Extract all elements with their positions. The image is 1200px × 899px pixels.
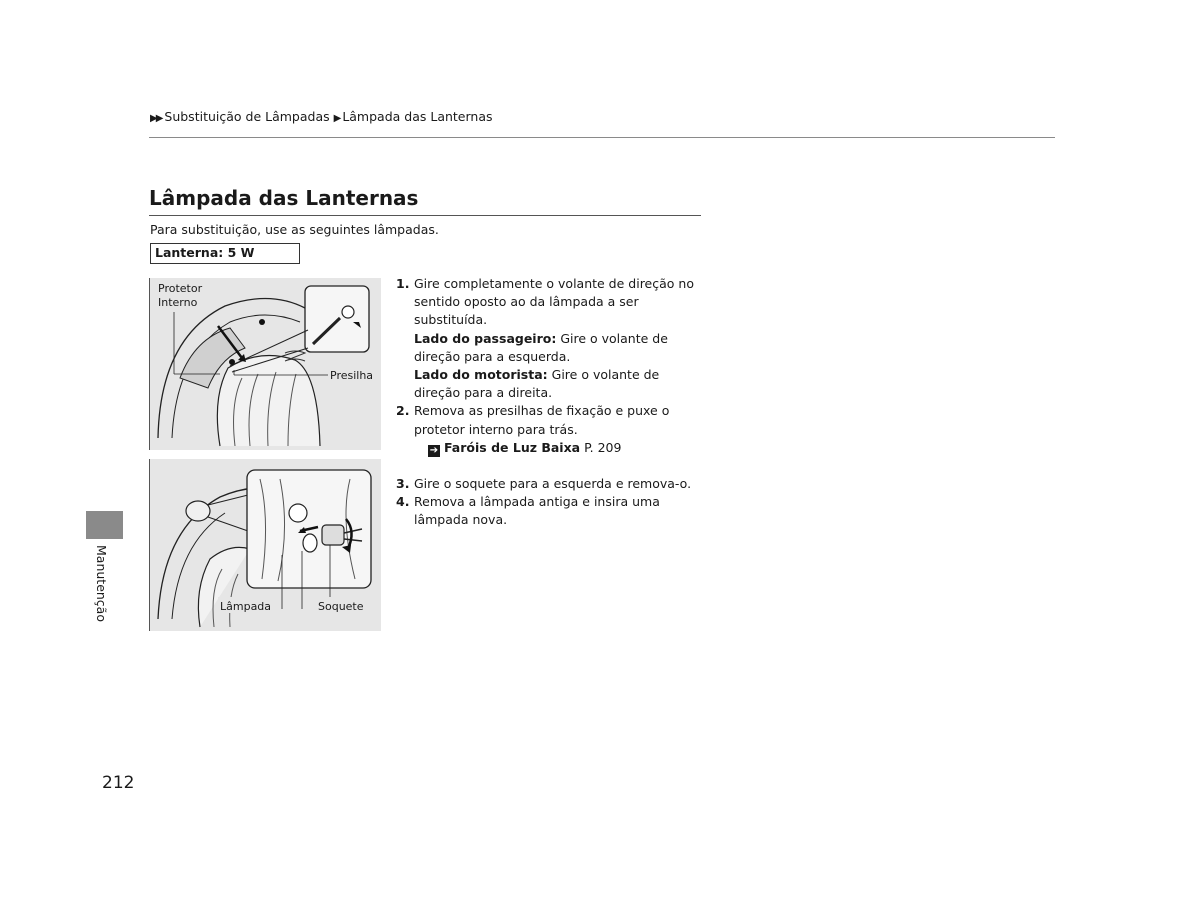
page-number: 212 bbox=[102, 773, 135, 793]
bulb-socket-illustration bbox=[149, 459, 381, 631]
step-1-driver bbox=[414, 366, 701, 402]
bulb-spec-box: Lanterna: 5 W bbox=[150, 243, 300, 264]
cross-reference[interactable] bbox=[414, 439, 701, 457]
driver-side-text: Gire o volante de direção para a direita. bbox=[414, 367, 660, 401]
page-title: Lâmpada das Lanternas bbox=[149, 186, 419, 210]
step-2-text: Remova as presilhas de fixação e puxe o protetor interno para trás. bbox=[414, 403, 670, 437]
step-1 bbox=[396, 275, 701, 402]
socket-drawing bbox=[150, 459, 381, 631]
step-2 bbox=[396, 402, 701, 457]
step-1-passenger bbox=[414, 330, 701, 366]
reference-page: P. 209 bbox=[580, 439, 622, 455]
breadcrumb-section: Substituição de Lâmpadas bbox=[164, 109, 330, 124]
passenger-side-text: Gire o volante de direção para a esquerda. bbox=[414, 330, 668, 364]
step-2-number: 2. bbox=[396, 403, 410, 419]
step-4-number: 4. bbox=[396, 494, 410, 510]
breadcrumb-separator-icon: ▶ bbox=[333, 113, 340, 124]
title-divider bbox=[149, 215, 701, 216]
instruction-steps bbox=[396, 275, 701, 530]
step-3-number: 3. bbox=[396, 476, 410, 492]
reference-title[interactable]: Faróis de Luz Baixa bbox=[444, 439, 581, 455]
section-tab-marker bbox=[86, 511, 123, 539]
section-tab-label: Manutenção bbox=[94, 545, 109, 622]
inner-protector-illustration bbox=[149, 278, 381, 450]
label-bulb: Lâmpada bbox=[220, 600, 272, 613]
step-4 bbox=[396, 493, 701, 529]
step-1-text: Gire completamente o volante de direção no sentido oposto ao da lâmpada a ser substituída. bbox=[414, 276, 694, 328]
breadcrumb-current: Lâmpada das Lanternas bbox=[342, 109, 493, 124]
step-4-text: Remova a lâmpada antiga e insira uma lâmpada nova. bbox=[414, 494, 660, 528]
step-3 bbox=[396, 475, 701, 493]
label-clip: Presilha bbox=[330, 369, 374, 382]
passenger-side-label: Lado do passageiro: bbox=[414, 330, 557, 346]
step-1-number: 1. bbox=[396, 276, 410, 291]
label-protector-line2: Interno bbox=[158, 296, 198, 309]
intro-text: Para substituição, use as seguintes lâmpadas. bbox=[150, 222, 439, 237]
wheel-well-drawing bbox=[150, 278, 381, 450]
breadcrumb-arrows-icon: ▶▶ bbox=[150, 113, 162, 124]
driver-side-label: Lado do motorista: bbox=[414, 367, 548, 383]
header-divider bbox=[149, 137, 1055, 138]
label-protector-line1: Protetor bbox=[158, 282, 203, 295]
reference-arrow-icon: ➔ bbox=[429, 444, 439, 456]
step-3-text: Gire o soquete para a esquerda e remova-o. bbox=[414, 476, 692, 492]
breadcrumb bbox=[150, 109, 493, 124]
label-socket: Soquete bbox=[318, 600, 364, 613]
